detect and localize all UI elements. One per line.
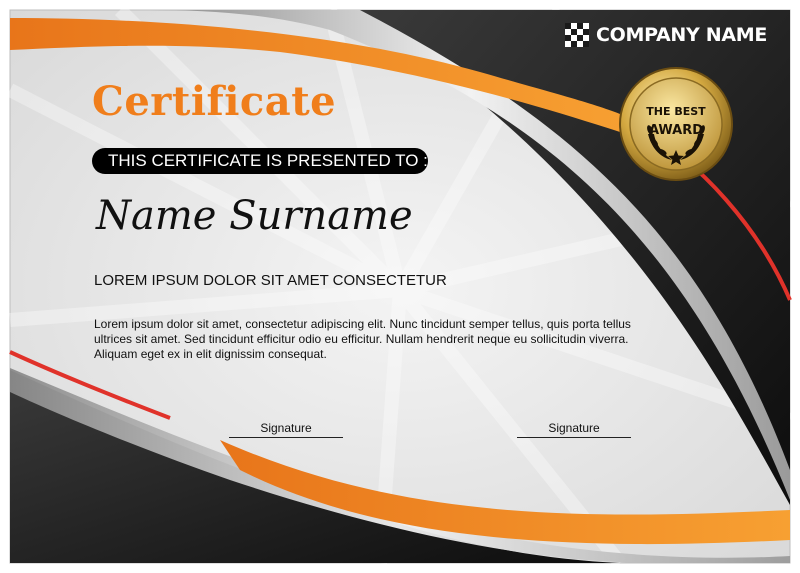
company-name: COMPANY NAME bbox=[596, 24, 768, 46]
company-header bbox=[565, 18, 785, 52]
presented-to-label: THIS CERTIFICATE IS PRESENTED TO : bbox=[92, 148, 428, 174]
checkered-flag-icon bbox=[565, 23, 589, 47]
recipient-name: Name Surname bbox=[96, 193, 413, 239]
certificate-body: Lorem ipsum dolor sit amet, consectetur adipiscing elit. Nunc tincidunt semper tellus, quis porta tellus ultrices sit amet. Sed tincidunt efficitur odio eu efficitur. Nullam hendrerit neque eu sollicitudin viverra. Aliquam eget ex in elit dignissim consequat. bbox=[94, 317, 631, 361]
certificate-subheading: LOREM IPSUM DOLOR SIT AMET CONSECTETUR bbox=[94, 272, 447, 289]
seal-line2: AWARD bbox=[648, 123, 704, 138]
signature-left: Signature bbox=[229, 421, 343, 438]
award-seal bbox=[620, 68, 732, 180]
seal-line1: THE BEST bbox=[646, 105, 706, 118]
certificate-title: Certificate bbox=[92, 78, 337, 125]
signature-right: Signature bbox=[517, 421, 631, 438]
